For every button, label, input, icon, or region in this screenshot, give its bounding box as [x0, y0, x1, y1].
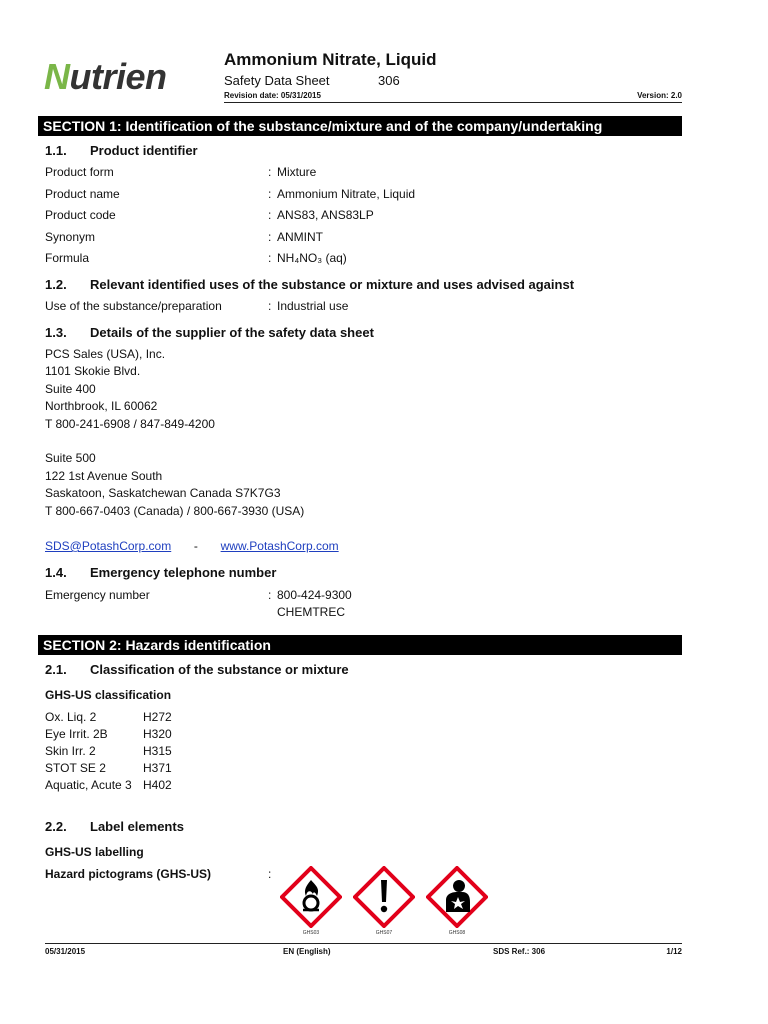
class-row [45, 761, 106, 775]
class-name: Ox. Liq. 2 [45, 710, 97, 724]
colon: : [268, 299, 272, 313]
subsection-2-2 [45, 819, 184, 834]
health-hazard-icon [426, 866, 488, 928]
row-value: 800-424-9300 [277, 588, 352, 602]
link-separator: - [193, 539, 198, 553]
row-key: Use of the substance/preparation [45, 299, 222, 313]
row-key: Synonym [45, 230, 96, 244]
subsection-1-1 [45, 143, 198, 158]
subsection-1-2 [45, 277, 574, 292]
row-key: Product form [45, 165, 114, 179]
subsection-number: 2.1. [45, 662, 67, 677]
colon: : [268, 867, 272, 881]
class-code: H315 [143, 744, 172, 758]
row-value: Mixture [277, 165, 317, 179]
pictogram-caption: GHS03 [302, 930, 320, 936]
class-row [45, 744, 96, 758]
subsection-title: Relevant identified uses of the substance or mixture and uses advised against [90, 277, 575, 292]
class-row [45, 710, 96, 724]
logo-leaf-letter: N [44, 56, 70, 97]
row-value: Industrial use [277, 299, 349, 313]
class-name: Eye Irrit. 2B [45, 727, 108, 741]
subsection-title: Emergency telephone number [90, 565, 277, 580]
subsection-number: 1.4. [45, 565, 67, 580]
subsection-number: 1.2. [45, 277, 67, 292]
exclamation-mark-icon [353, 866, 415, 928]
supplier-line: 1101 Skokie Blvd. [45, 364, 141, 378]
contact-links [45, 539, 339, 553]
footer-date: 05/31/2015 [45, 947, 86, 956]
pictogram-caption: GHS08 [448, 930, 466, 936]
colon: : [268, 588, 272, 602]
row-key: Product name [45, 187, 120, 201]
subsection-title: Product identifier [90, 143, 198, 158]
revision-date: Revision date: 05/31/2015 [224, 91, 321, 100]
supplier-line: T 800-241-6908 / 847-849-4200 [45, 417, 215, 431]
ghs-classification-title: GHS-US classification [45, 688, 172, 702]
class-name: Skin Irr. 2 [45, 744, 96, 758]
subsection-title: Classification of the substance or mixture [90, 662, 349, 677]
row-key: Emergency number [45, 588, 150, 602]
class-code: H402 [143, 778, 172, 792]
class-code: H371 [143, 761, 172, 775]
subsection-title: Details of the supplier of the safety data sheet [90, 325, 374, 340]
row-value: Ammonium Nitrate, Liquid [277, 187, 416, 201]
row-key: Formula [45, 251, 90, 265]
footer-sds-ref: SDS Ref.: 306 [493, 947, 546, 956]
subsection-1-4 [45, 565, 276, 580]
website-link[interactable]: www.PotashCorp.com [220, 539, 339, 553]
class-name: STOT SE 2 [45, 761, 106, 775]
section-2-title: SECTION 2: Hazards identification [38, 635, 682, 655]
supplier2-line: 122 1st Avenue South [45, 469, 163, 483]
supplier2-line: Suite 500 [45, 451, 96, 465]
row-key: Product code [45, 208, 116, 222]
pictogram-caption: GHS07 [375, 930, 393, 936]
supplier2-line: Saskatoon, Saskatchewan Canada S7K7G3 [45, 486, 281, 500]
subsection-title: Label elements [90, 819, 184, 834]
version: Version: 2.0 [637, 91, 682, 100]
subsection-number: 2.2. [45, 819, 67, 834]
class-code: H320 [143, 727, 172, 741]
supplier2-line: T 800-667-0403 (Canada) / 800-667-3930 (USA) [45, 504, 305, 518]
subsection-number: 1.3. [45, 325, 67, 340]
header-divider [224, 102, 682, 103]
footer-language: EN (English) [283, 947, 331, 956]
colon: : [268, 187, 272, 201]
row-value: CHEMTREC [277, 605, 345, 619]
colon: : [268, 165, 272, 179]
class-row [45, 778, 132, 792]
document-title: Ammonium Nitrate, Liquid [224, 50, 437, 69]
document-subtitle: Safety Data Sheet [224, 73, 330, 88]
footer-page-number: 1/12 [666, 947, 682, 956]
nutrien-logo [44, 56, 167, 98]
colon: : [268, 208, 272, 222]
row-key: Hazard pictograms (GHS-US) [45, 867, 212, 881]
email-link[interactable]: SDS@PotashCorp.com [45, 539, 172, 553]
colon: : [268, 251, 272, 265]
footer-divider [45, 943, 682, 944]
ghs-labelling-title: GHS-US labelling [45, 845, 144, 859]
supplier-line: Northbrook, IL 60062 [45, 399, 158, 413]
logo-text: utrien [69, 56, 167, 97]
document-code: 306 [378, 73, 400, 88]
flame-over-circle-icon [280, 866, 342, 928]
row-value: ANMINT [277, 230, 323, 244]
colon: : [268, 230, 272, 244]
subsection-2-1 [45, 662, 349, 677]
subsection-1-3 [45, 325, 374, 340]
class-name: Aquatic, Acute 3 [45, 778, 132, 792]
supplier-line: Suite 400 [45, 382, 96, 396]
class-row [45, 727, 108, 741]
class-code: H272 [143, 710, 172, 724]
supplier-line: PCS Sales (USA), Inc. [45, 347, 166, 361]
subsection-number: 1.1. [45, 143, 67, 158]
row-value: NH₄NO₃ (aq) [277, 251, 347, 265]
row-value: ANS83, ANS83LP [277, 208, 374, 222]
section-1-title: SECTION 1: Identification of the substance/mixture and of the company/undertaking [38, 116, 682, 136]
